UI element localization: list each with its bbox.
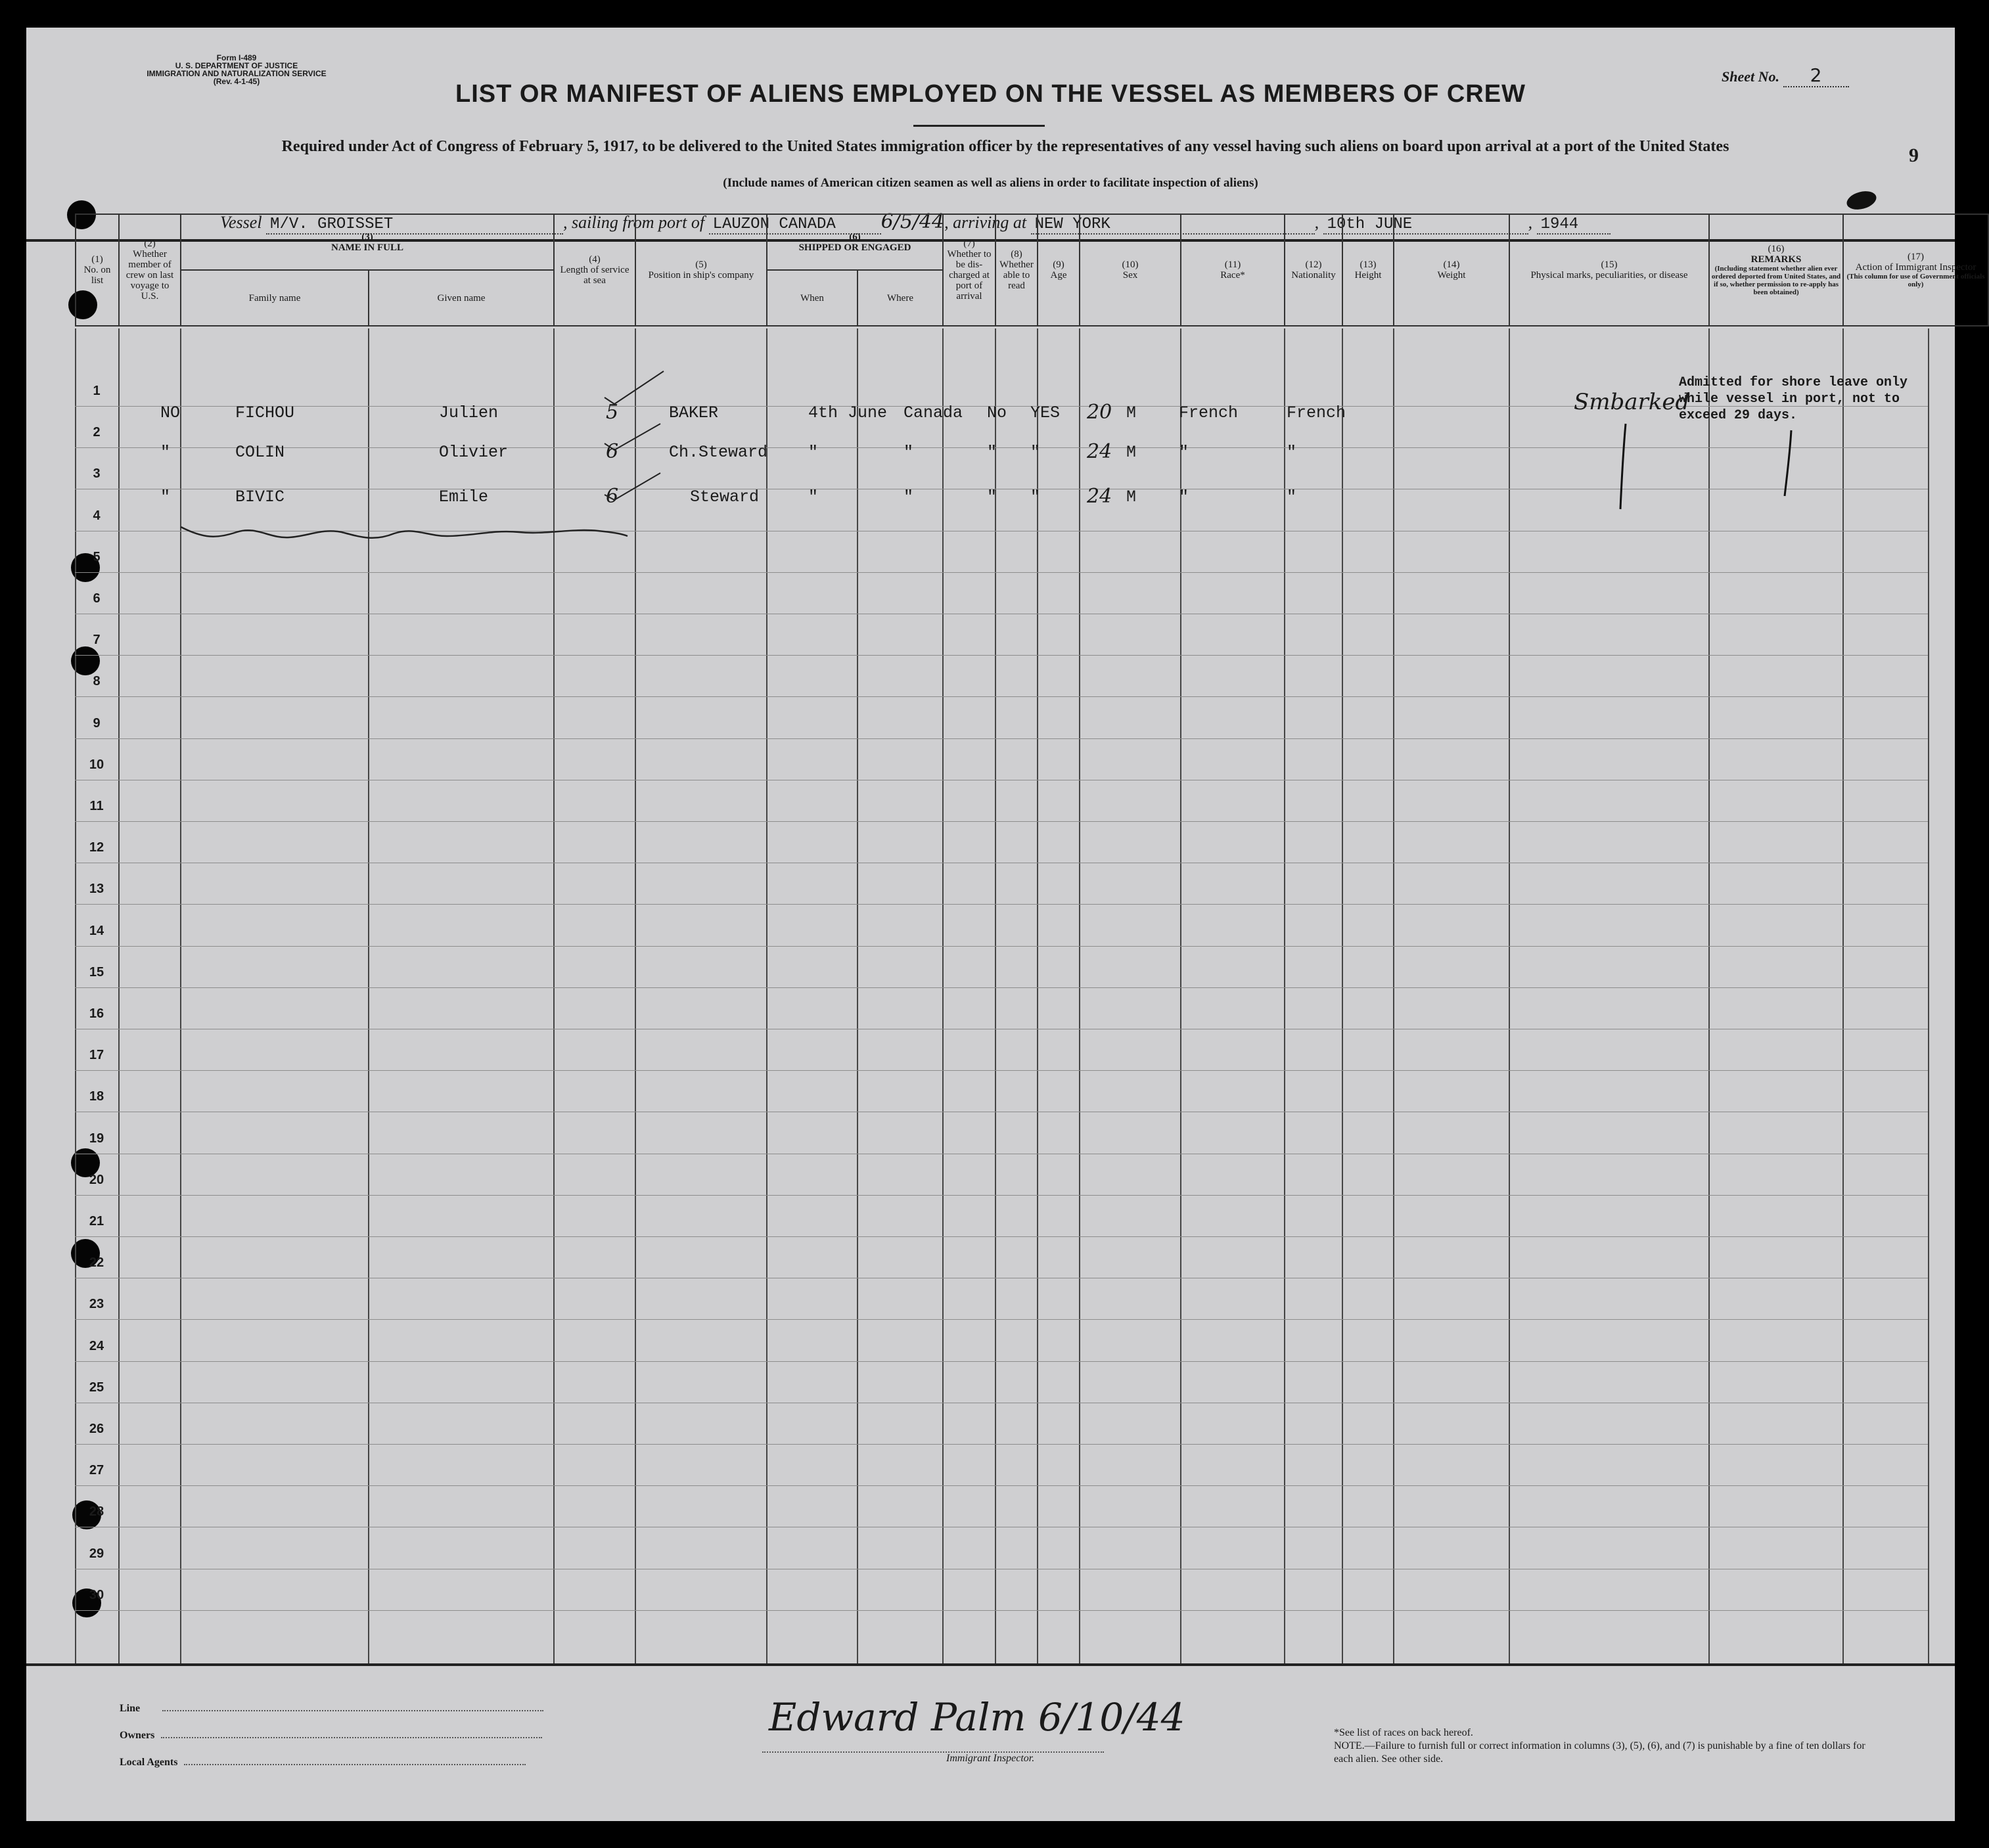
column-rule [1342, 328, 1343, 1664]
crew-previous-voyage: " [160, 443, 171, 462]
row-rule [75, 987, 1928, 988]
crew-position: Steward [690, 487, 760, 507]
row-rule [75, 696, 1928, 697]
row-number: 4 [93, 508, 101, 523]
row-number: 27 [89, 1463, 104, 1478]
row-number: 2 [93, 425, 101, 440]
row-number: 21 [89, 1214, 104, 1228]
row-rule [75, 1485, 1928, 1486]
row-rule [75, 738, 1928, 739]
subnote: (Include names of American citizen seamen as well as aliens in order to facilitate inspection of aliens) [723, 176, 1258, 190]
department: U. S. DEPARTMENT OF JUSTICE [175, 61, 298, 70]
checkmark-icon [601, 368, 667, 407]
col-2-header: (2) Whether member of crew on last voyage to U.S. [119, 214, 181, 326]
crew-previous-voyage: NO [160, 403, 181, 422]
row-number: 8 [93, 674, 101, 689]
sailing-label: , sailing from port of [563, 213, 705, 232]
column-rule [635, 328, 636, 1664]
col-6b-header: Where [857, 270, 943, 326]
page-mark: 9 [1909, 145, 1919, 166]
note-races: *See list of races on back hereof. [1334, 1727, 1473, 1738]
row-rule [75, 572, 1928, 573]
crew-service-length: 6 [606, 485, 619, 508]
row-rule [75, 1319, 1928, 1320]
vessel-line: Vessel M/V. GROISSET , sailing from port of LAUZON CANADA 6/5/44, arriving at NEW YORK , 10th JUNE , 1944 [220, 210, 1611, 235]
col-5-header: (5) Position in ship's company [635, 214, 767, 326]
row-number: 12 [89, 840, 104, 855]
row-number: 9 [93, 715, 101, 731]
departure-port: LAUZON CANADA [709, 215, 881, 235]
row-number: 18 [89, 1089, 104, 1104]
column-rule [118, 328, 120, 1664]
footer-agents: Local Agents [120, 1757, 526, 1769]
arrival-port: NEW YORK [1031, 215, 1315, 235]
col-11-header: (11) Race* [1181, 214, 1285, 326]
row-number: 26 [89, 1422, 104, 1436]
departure-date: 6/5/44 [880, 210, 945, 233]
crew-age: 24 [1087, 485, 1112, 508]
col-1-header: (1) No. on list [76, 214, 119, 326]
row-rule [75, 1070, 1928, 1071]
column-rule [1180, 328, 1181, 1664]
crew-family-name: BIVIC [235, 487, 285, 507]
row-rule [75, 1361, 1928, 1362]
arrival-day: 10th JUNE [1323, 215, 1528, 235]
crew-position: BAKER [669, 403, 719, 422]
row-number: 29 [89, 1546, 104, 1561]
row-number: 14 [89, 923, 104, 938]
service-name: IMMIGRATION AND NATURALIZATION SERVICE [147, 69, 327, 78]
page-title: LIST OR MANIFEST OF ALIENS EMPLOYED ON THE VESSEL AS MEMBERS OF CREW [455, 80, 1526, 108]
column-rule [766, 328, 767, 1664]
crew-nationality: French [1287, 403, 1346, 422]
crew-service-length: 6 [606, 440, 619, 463]
subtitle: Required under Act of Congress of February 5, 1917, to be delivered to the United States immigration officer by the representatives of any vessel having such aliens on board upon arrival at a port of the United States [281, 138, 1729, 155]
col-4-header: (4) Length of service at sea [554, 214, 635, 326]
col-8-header: (8) Whether able to read [995, 214, 1038, 326]
col-3-header: (3) NAME IN FULL [181, 214, 554, 270]
row-number: 11 [89, 799, 104, 813]
row-number: 6 [93, 591, 101, 606]
row-number: 16 [89, 1006, 104, 1021]
crew-given-name: Julien [439, 403, 499, 422]
col-15-header: (15) Physical marks, peculiarities, or disease [1509, 214, 1709, 326]
row-number: 3 [93, 466, 101, 482]
crew-able-to-read: YES [1030, 403, 1061, 422]
crew-sex: M [1126, 403, 1137, 422]
col-10-header: (10) Sex [1080, 214, 1181, 326]
crew-family-name: FICHOU [235, 403, 295, 422]
crew-discharged: " [987, 443, 997, 462]
crew-family-name: COLIN [235, 443, 285, 462]
row-number: 17 [89, 1048, 104, 1063]
form-revision: (Rev. 4-1-45) [213, 77, 260, 86]
row-rule [75, 655, 1928, 656]
crew-discharged: " [987, 487, 997, 507]
arrival-year: 1944 [1537, 215, 1611, 235]
end-of-list-squiggle [177, 519, 631, 545]
title-rule [913, 125, 1045, 127]
footer-rule [26, 1663, 1955, 1666]
column-rule [1842, 328, 1844, 1664]
column-rule [1079, 328, 1080, 1664]
vessel-label: Vessel [220, 213, 262, 232]
row-number: 5 [93, 549, 101, 564]
row-number: 24 [89, 1338, 104, 1353]
row-rule [75, 1195, 1928, 1196]
column-rule [1037, 328, 1038, 1664]
column-rule [1928, 328, 1929, 1664]
col-7-header: (7) Whether to be dis-charged at port of arrival [943, 214, 995, 326]
crew-age: 24 [1087, 440, 1112, 463]
col-13-header: (13) Height [1342, 214, 1394, 326]
remark-bracket-right [1781, 427, 1796, 499]
crew-previous-voyage: " [160, 487, 171, 507]
remark-typed: Admitted for shore leave only while vessel in port, not to exceed 29 days. [1679, 375, 1908, 423]
col-3b-header: Given name [369, 270, 554, 326]
crew-race: French [1179, 403, 1239, 422]
row-rule [75, 1444, 1928, 1445]
column-rule [1284, 328, 1285, 1664]
row-number: 19 [89, 1131, 104, 1146]
row-rule [75, 447, 1928, 448]
col-16-header: (16) REMARKS (Including statement whether alien ever ordered deported from United States, and if so, whether permission to re-apply has been obtained) [1709, 214, 1843, 326]
row-number: 28 [89, 1504, 104, 1520]
crew-position: Ch.Steward [669, 443, 768, 462]
row-number: 23 [89, 1297, 104, 1312]
col-12-header: (12) Nationality [1285, 214, 1342, 326]
crew-shipped-where: " [903, 487, 914, 507]
row-number: 1 [93, 384, 101, 398]
column-rule [1509, 328, 1510, 1664]
row-number: 10 [89, 757, 104, 772]
signature-line [762, 1751, 1104, 1754]
row-number: 20 [89, 1172, 104, 1187]
checkmark-icon [601, 470, 667, 503]
column-rule [942, 328, 944, 1664]
footer-owners: Owners [120, 1730, 542, 1742]
row-number: 30 [89, 1587, 104, 1602]
sheet-label: Sheet No. [1722, 68, 1779, 85]
crew-shipped-where: Canada [903, 403, 963, 422]
remark-handwritten: Smbarked [1574, 389, 1690, 415]
row-number: 25 [89, 1380, 104, 1395]
col-6a-header: When [767, 270, 857, 326]
inspector-label: Immigrant Inspector. [946, 1753, 1035, 1764]
footer-line: Line [120, 1703, 543, 1715]
crew-shipped-where: " [903, 443, 914, 462]
col-6-header: (6) SHIPPED OR ENGAGED [767, 214, 943, 270]
row-rule [75, 1236, 1928, 1237]
arriving-label: , arriving at [944, 213, 1027, 232]
col-14-header: (14) Weight [1394, 214, 1509, 326]
column-rule [857, 328, 858, 1664]
row-number: 7 [93, 633, 101, 648]
crew-service-length: 5 [606, 401, 619, 424]
ink-blot [1844, 188, 1878, 212]
vessel-name: M/V. GROISSET [266, 215, 563, 235]
crew-shipped-when: " [808, 443, 819, 462]
checkmark-icon [601, 420, 667, 453]
column-header-table [75, 214, 1989, 327]
column-rule [995, 328, 996, 1664]
crew-discharged: No [987, 403, 1007, 422]
row-number: 22 [89, 1255, 104, 1271]
col-3a-header: Family name [181, 270, 369, 326]
crew-sex: M [1126, 487, 1137, 507]
crew-given-name: Olivier [439, 443, 509, 462]
crew-age: 20 [1087, 401, 1112, 424]
row-rule [75, 1610, 1928, 1611]
note-penalty: NOTE.—Failure to furnish full or correct information in columns (3), (5), (6), and (7) is punishable by a fine of ten dollars for each alien. See other side. [1334, 1740, 1865, 1765]
footer-notes [1334, 1726, 1886, 1766]
inspector-signature: Edward Palm 6/10/44 [769, 1695, 1185, 1740]
crew-sex: M [1126, 443, 1137, 462]
row-number: 15 [89, 964, 104, 980]
row-rule [75, 904, 1928, 905]
crew-given-name: Emile [439, 487, 489, 507]
row-number: 13 [89, 882, 104, 897]
crew-race: " [1179, 487, 1189, 507]
crew-shipped-when: 4th June [808, 403, 888, 422]
crew-able-to-read: " [1030, 443, 1041, 462]
crew-shipped-when: " [808, 487, 819, 507]
crew-nationality: " [1287, 443, 1297, 462]
crew-race: " [1179, 443, 1189, 462]
sheet-value: 2 [1783, 64, 1849, 87]
crew-nationality: " [1287, 487, 1297, 507]
column-rule [1708, 328, 1710, 1664]
col-17-header: (17) Action of Immigrant Inspector (This column for use of Government officials only) [1843, 214, 1988, 326]
remark-bracket-left [1616, 420, 1632, 512]
form-number: Form I-489 [216, 53, 257, 62]
col-9-header: (9) Age [1038, 214, 1080, 326]
row-rule [75, 946, 1928, 947]
row-rule [75, 821, 1928, 822]
column-rule [1393, 328, 1394, 1664]
crew-able-to-read: " [1030, 487, 1041, 507]
